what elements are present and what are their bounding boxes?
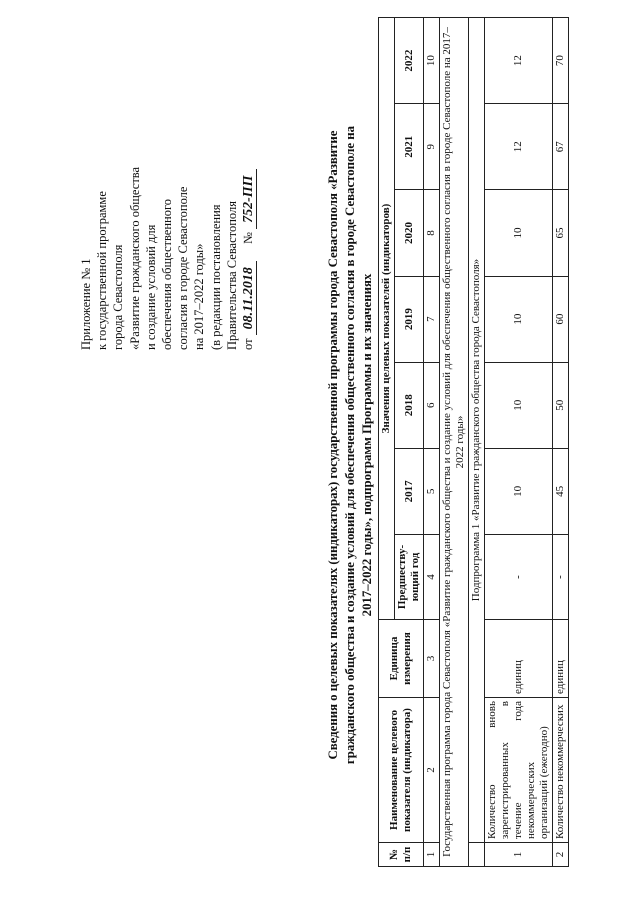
row-num: 1 [485, 843, 553, 867]
column-number: 3 [424, 620, 440, 698]
handwritten-number: 752-ПП [242, 169, 257, 228]
column-number: 5 [424, 448, 440, 534]
approval-line: Приложение № 1 [79, 258, 93, 350]
row-unit: единиц [485, 620, 553, 698]
row-name: Количество некоммерческих [553, 698, 569, 843]
column-number: 4 [424, 535, 440, 620]
empty-cell [469, 843, 485, 867]
row-value: 60 [553, 276, 569, 362]
heading-line: 2017–2022 годы», подпрограмм Программы и их значениях [360, 273, 374, 617]
column-number-row [424, 18, 440, 867]
row-value: 70 [553, 18, 569, 104]
indicators-table [378, 17, 569, 867]
column-number: 1 [424, 843, 440, 867]
header-prev-year: Предшеству-ющий год [395, 535, 424, 620]
approval-line: к государственной программе [95, 191, 110, 350]
approval-line: «Развитие гражданского общества [127, 166, 142, 350]
table-row [553, 18, 569, 867]
subprogram-row: Подпрограмма 1 «Развитие гражданского общества города Севастополя» [469, 18, 485, 843]
row-num: 2 [553, 843, 569, 867]
row-unit: единиц [553, 620, 569, 698]
column-number: 7 [424, 276, 440, 362]
column-number: 10 [424, 18, 440, 104]
row-value: 67 [553, 104, 569, 190]
approval-date-line [240, 90, 257, 350]
date-prefix: от [241, 338, 256, 350]
approval-line: (в редакции постановления [208, 204, 223, 350]
document-heading [325, 25, 376, 865]
row-value: 12 [485, 104, 553, 190]
column-number: 9 [424, 104, 440, 190]
header-values-group: Значения целевых показателей (индикаторов) [379, 18, 395, 620]
header-year: 2017 [395, 448, 424, 534]
column-number: 6 [424, 362, 440, 448]
approval-line: Правительства Севастополя [224, 201, 239, 350]
row-name: Количество вновь зарегистрированных в течение года некоммерческих организаций (ежегодно) [485, 698, 553, 843]
row-value: 65 [553, 190, 569, 276]
row-value: 10 [485, 276, 553, 362]
header-year: 2018 [395, 362, 424, 448]
row-prev: - [485, 535, 553, 620]
approval-line: согласия в городе Севастополе [176, 186, 191, 350]
approval-line: обеспечения общественного [160, 198, 175, 350]
number-prefix: № [241, 232, 256, 244]
approval-line: и создание условий для [143, 224, 158, 350]
approval-line: города Севастополя [111, 244, 126, 350]
row-prev: - [553, 535, 569, 620]
row-value: 10 [485, 448, 553, 534]
header-year: 2021 [395, 104, 424, 190]
approval-line: на 2017–2022 годы» [192, 243, 207, 350]
header-year: 2022 [395, 18, 424, 104]
heading-line: Сведения о целевых показателях (индикаторах) государственной программы города Севастополя «Развитие [326, 130, 340, 760]
row-value: 45 [553, 448, 569, 534]
header-num: № п/п [379, 843, 424, 867]
approval-block [78, 90, 257, 350]
column-number: 2 [424, 698, 440, 843]
header-year: 2020 [395, 190, 424, 276]
table-row [485, 18, 553, 867]
program-row: Государственная программа города Севастополя «Развитие гражданского общества и создание условий для обеспечения общественного согласия в городе Севастополе на 2017–2022 годы» [440, 18, 469, 867]
row-value: 10 [485, 190, 553, 276]
header-unit: Единица измерения [379, 620, 424, 698]
row-value: 12 [485, 18, 553, 104]
column-number: 8 [424, 190, 440, 276]
row-value: 10 [485, 362, 553, 448]
header-year: 2019 [395, 276, 424, 362]
handwritten-date: 08.11.2018 [242, 261, 257, 335]
heading-line: гражданского общества и создание условий для обеспечения общественного согласия в городе Севастополе на [343, 125, 357, 765]
header-name: Наименование целевого показателя (индикатора) [379, 698, 424, 843]
row-value: 50 [553, 362, 569, 448]
